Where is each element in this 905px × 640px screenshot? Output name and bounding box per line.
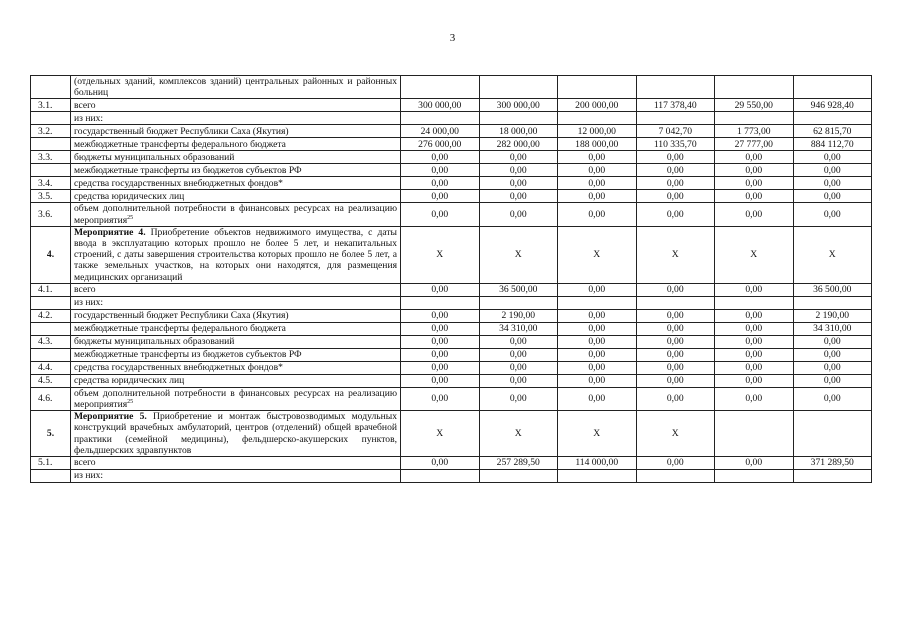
value-cell: 0,00 [715, 164, 794, 177]
value-cell: 0,00 [479, 190, 558, 203]
value-cell: 0,00 [636, 203, 715, 226]
measure-title: Мероприятие 4. [74, 226, 146, 238]
value-cell: 0,00 [715, 309, 794, 322]
row-number: 4.1. [31, 283, 71, 296]
row-number [31, 348, 71, 361]
row-number: 4.6. [31, 387, 71, 410]
value-cell: 0,00 [636, 309, 715, 322]
value-cell: 0,00 [715, 335, 794, 348]
value-cell: 0,00 [401, 374, 480, 387]
value-cell: 0,00 [636, 348, 715, 361]
value-cell: 0,00 [479, 203, 558, 226]
row-number: 3.2. [31, 125, 71, 138]
value-cell [401, 470, 480, 483]
value-cell: 0,00 [715, 361, 794, 374]
value-cell: 0,00 [793, 151, 872, 164]
value-cell: X [479, 226, 558, 283]
row-description [71, 125, 401, 138]
value-cell: 7 042,70 [636, 125, 715, 138]
value-cell: X [401, 226, 480, 283]
row-number: 4.5. [31, 374, 71, 387]
value-cell: 0,00 [558, 164, 637, 177]
description-text: всего [74, 284, 96, 296]
table-row [31, 335, 872, 348]
value-cell: 0,00 [715, 203, 794, 226]
row-description [71, 283, 401, 296]
value-cell: 0,00 [636, 457, 715, 470]
value-cell: 282 000,00 [479, 138, 558, 151]
value-cell: 0,00 [479, 361, 558, 374]
value-cell: 0,00 [715, 374, 794, 387]
value-cell: 0,00 [793, 177, 872, 190]
row-description [71, 138, 401, 151]
table-row [31, 112, 872, 125]
row-number: 3.5. [31, 190, 71, 203]
value-cell: 0,00 [401, 177, 480, 190]
value-cell [558, 76, 637, 99]
value-cell: 36 500,00 [793, 283, 872, 296]
value-cell: 200 000,00 [558, 99, 637, 112]
value-cell: 0,00 [715, 387, 794, 410]
value-cell: 2 190,00 [479, 309, 558, 322]
table-row [31, 283, 872, 296]
value-cell: 0,00 [401, 335, 480, 348]
table-row [31, 361, 872, 374]
value-cell: 0,00 [401, 151, 480, 164]
value-cell: 110 335,70 [636, 138, 715, 151]
value-cell: 0,00 [793, 361, 872, 374]
description-text: всего [74, 99, 96, 111]
value-cell: 0,00 [558, 309, 637, 322]
row-description [71, 177, 401, 190]
table-row [31, 226, 872, 283]
value-cell: 1 773,00 [715, 125, 794, 138]
value-cell: 0,00 [401, 309, 480, 322]
value-cell: 0,00 [715, 190, 794, 203]
value-cell [401, 112, 480, 125]
value-cell: 0,00 [479, 151, 558, 164]
row-number: 3.4. [31, 177, 71, 190]
description-text: средства юридических лиц [74, 375, 185, 387]
value-cell [793, 470, 872, 483]
row-description [71, 76, 401, 99]
description-text: всего [74, 457, 96, 469]
value-cell: 0,00 [793, 374, 872, 387]
value-cell: 117 378,40 [636, 99, 715, 112]
table-row [31, 138, 872, 151]
value-cell: 34 310,00 [479, 322, 558, 335]
row-number: 5. [31, 411, 71, 457]
value-cell [793, 112, 872, 125]
row-description [71, 411, 401, 457]
table-row [31, 322, 872, 335]
value-cell: 0,00 [401, 203, 480, 226]
row-number: 4. [31, 226, 71, 283]
value-cell: 946 928,40 [793, 99, 872, 112]
row-number [31, 112, 71, 125]
value-cell [715, 470, 794, 483]
description-text: бюджеты муниципальных образований [74, 151, 235, 163]
value-cell: 0,00 [558, 335, 637, 348]
description-text: объем дополнительной потребности в финансовых ресурсах на реализацию мероприятия [74, 387, 397, 411]
value-cell: X [558, 411, 637, 457]
value-cell: 188 000,00 [558, 138, 637, 151]
value-cell [401, 296, 480, 309]
row-number [31, 138, 71, 151]
value-cell: 371 289,50 [793, 457, 872, 470]
value-cell: X [636, 226, 715, 283]
value-cell: 0,00 [636, 322, 715, 335]
value-cell: 300 000,00 [401, 99, 480, 112]
value-cell [558, 112, 637, 125]
description-text: из них: [74, 297, 104, 309]
value-cell: 0,00 [401, 322, 480, 335]
value-cell: 114 000,00 [558, 457, 637, 470]
value-cell: 0,00 [401, 190, 480, 203]
value-cell [479, 112, 558, 125]
value-cell: 0,00 [715, 348, 794, 361]
value-cell: 276 000,00 [401, 138, 480, 151]
value-cell: 0,00 [558, 322, 637, 335]
value-cell [636, 112, 715, 125]
table-row [31, 374, 872, 387]
row-description [71, 335, 401, 348]
row-number: 4.2. [31, 309, 71, 322]
row-number [31, 470, 71, 483]
value-cell [401, 76, 480, 99]
value-cell: 0,00 [401, 283, 480, 296]
row-number: 3.6. [31, 203, 71, 226]
value-cell: X [479, 411, 558, 457]
row-description [71, 164, 401, 177]
value-cell: 0,00 [715, 177, 794, 190]
row-description [71, 203, 401, 226]
row-description [71, 374, 401, 387]
description-text: межбюджетные трансферты из бюджетов субъектов РФ [74, 349, 302, 361]
row-description [71, 309, 401, 322]
value-cell: 0,00 [558, 177, 637, 190]
value-cell [636, 296, 715, 309]
description-text: Приобретение и монтаж быстровозводимых модульных конструкций врачебных амбулаторий, центров (отделений) общей врачебной практики (семейной медицины), фельдшерско-акушерских пунктов, фельдшерских здравпунктов [74, 411, 397, 456]
value-cell: X [558, 226, 637, 283]
description-text: бюджеты муниципальных образований [74, 336, 235, 348]
table-row [31, 151, 872, 164]
value-cell: 0,00 [479, 387, 558, 410]
value-cell [793, 411, 872, 457]
value-cell: 0,00 [715, 283, 794, 296]
value-cell: 0,00 [558, 151, 637, 164]
value-cell [715, 411, 794, 457]
value-cell: 0,00 [401, 361, 480, 374]
value-cell: 0,00 [715, 457, 794, 470]
value-cell: 0,00 [479, 177, 558, 190]
table-row [31, 387, 872, 410]
value-cell: 0,00 [636, 283, 715, 296]
value-cell: 0,00 [558, 190, 637, 203]
description-text: государственный бюджет Республики Саха (Якутия) [74, 125, 289, 137]
value-cell: 0,00 [479, 374, 558, 387]
value-cell [636, 76, 715, 99]
value-cell: 0,00 [715, 322, 794, 335]
value-cell: 0,00 [401, 457, 480, 470]
value-cell: 0,00 [558, 348, 637, 361]
value-cell: 0,00 [636, 374, 715, 387]
table-row [31, 190, 872, 203]
table-row [31, 470, 872, 483]
description-text: межбюджетные трансферты федерального бюджета [74, 323, 286, 335]
row-number [31, 76, 71, 99]
value-cell: X [401, 411, 480, 457]
page-number: 3 [449, 32, 456, 44]
value-cell: 0,00 [558, 387, 637, 410]
value-cell: X [793, 226, 872, 283]
footnote-ref: 25 [127, 398, 134, 405]
row-description [71, 112, 401, 125]
value-cell: 0,00 [793, 348, 872, 361]
description-text: средства юридических лиц [74, 190, 185, 202]
value-cell [558, 296, 637, 309]
table-row [31, 348, 872, 361]
value-cell: 36 500,00 [479, 283, 558, 296]
table-row [31, 203, 872, 226]
value-cell [558, 470, 637, 483]
value-cell: X [636, 411, 715, 457]
measure-title: Мероприятие 5. [74, 411, 147, 423]
value-cell: 27 777,00 [715, 138, 794, 151]
row-number [31, 164, 71, 177]
value-cell: 0,00 [793, 190, 872, 203]
row-description [71, 361, 401, 374]
value-cell [479, 470, 558, 483]
row-number: 3.1. [31, 99, 71, 112]
row-number: 5.1. [31, 457, 71, 470]
value-cell: 0,00 [715, 151, 794, 164]
value-cell: 0,00 [558, 283, 637, 296]
row-description [71, 470, 401, 483]
description-text: средства государственных внебюджетных фондов* [74, 177, 283, 189]
description-text: из них: [74, 112, 104, 124]
value-cell: 0,00 [636, 151, 715, 164]
row-number: 3.3. [31, 151, 71, 164]
value-cell: 0,00 [793, 203, 872, 226]
row-description [71, 348, 401, 361]
description-text: государственный бюджет Республики Саха (Якутия) [74, 310, 289, 322]
value-cell: 0,00 [558, 361, 637, 374]
value-cell: 18 000,00 [479, 125, 558, 138]
row-description [71, 322, 401, 335]
value-cell: 34 310,00 [793, 322, 872, 335]
value-cell [793, 296, 872, 309]
value-cell [479, 76, 558, 99]
budget-table [30, 75, 872, 483]
table-row [31, 177, 872, 190]
table-row [31, 296, 872, 309]
table-row [31, 164, 872, 177]
value-cell: 24 000,00 [401, 125, 480, 138]
description-text: средства государственных внебюджетных фондов* [74, 362, 283, 374]
table-row [31, 99, 872, 112]
row-description [71, 387, 401, 410]
description-text: объем дополнительной потребности в финансовых ресурсах на реализацию мероприятия [74, 203, 397, 226]
row-number: 4.3. [31, 335, 71, 348]
value-cell: 29 550,00 [715, 99, 794, 112]
value-cell: 0,00 [558, 203, 637, 226]
value-cell: 0,00 [793, 335, 872, 348]
value-cell [793, 76, 872, 99]
value-cell: 0,00 [558, 374, 637, 387]
footnote-ref: 25 [127, 214, 134, 221]
value-cell: 300 000,00 [479, 99, 558, 112]
value-cell [715, 76, 794, 99]
row-number [31, 296, 71, 309]
table-row [31, 309, 872, 322]
value-cell: 0,00 [401, 348, 480, 361]
description-text: межбюджетные трансферты федерального бюджета [74, 138, 286, 150]
row-description [71, 99, 401, 112]
row-description [71, 190, 401, 203]
value-cell: 0,00 [479, 335, 558, 348]
value-cell: 0,00 [636, 335, 715, 348]
row-description [71, 151, 401, 164]
value-cell: 0,00 [636, 387, 715, 410]
table-row [31, 411, 872, 457]
value-cell: 2 190,00 [793, 309, 872, 322]
value-cell: 0,00 [479, 348, 558, 361]
row-number: 4.4. [31, 361, 71, 374]
row-description [71, 296, 401, 309]
description-text: межбюджетные трансферты из бюджетов субъектов РФ [74, 164, 302, 176]
row-description [71, 226, 401, 283]
table-row [31, 125, 872, 138]
value-cell: 257 289,50 [479, 457, 558, 470]
row-number [31, 322, 71, 335]
value-cell: 0,00 [793, 387, 872, 410]
value-cell: 62 815,70 [793, 125, 872, 138]
value-cell: 0,00 [793, 164, 872, 177]
value-cell [479, 296, 558, 309]
row-description [71, 457, 401, 470]
value-cell [636, 470, 715, 483]
value-cell: 884 112,70 [793, 138, 872, 151]
table-row [31, 457, 872, 470]
value-cell: 0,00 [636, 164, 715, 177]
value-cell: 0,00 [636, 177, 715, 190]
value-cell: X [715, 226, 794, 283]
value-cell: 12 000,00 [558, 125, 637, 138]
value-cell: 0,00 [636, 190, 715, 203]
table-row [31, 76, 872, 99]
description-text: (отдельных зданий, комплексов зданий) центральных районных и районных больниц [74, 76, 397, 99]
description-text: Приобретение объектов недвижимого имущества, с даты ввода в эксплуатацию которых прошло не более 5 лет, и некапитальных строений, с даты завершения строительства которых прошло не более 5 лет, а также земельных участков, на которых они находятся, для размещения медицинских организаций [74, 226, 397, 283]
value-cell: 0,00 [401, 164, 480, 177]
value-cell [715, 296, 794, 309]
value-cell: 0,00 [401, 387, 480, 410]
value-cell [715, 112, 794, 125]
value-cell: 0,00 [636, 361, 715, 374]
value-cell: 0,00 [479, 164, 558, 177]
description-text: из них: [74, 470, 104, 482]
